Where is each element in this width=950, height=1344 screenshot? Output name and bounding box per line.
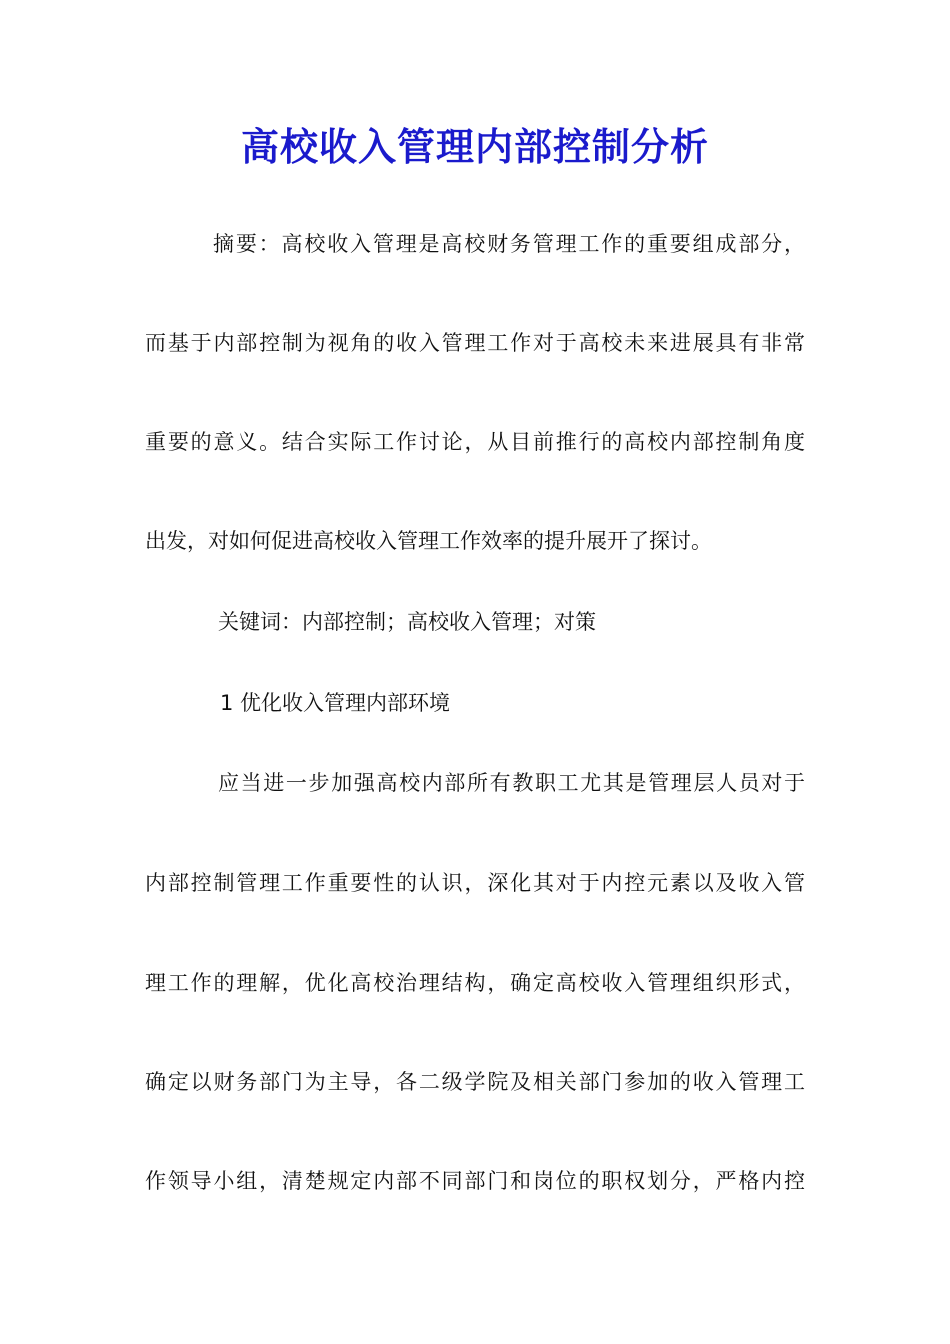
body-line-1: 应当进一步加强高校内部所有教职工尤其是管理层人员对于 [218, 771, 805, 795]
abstract-line-1: 摘要：高校收入管理是高校财务管理工作的重要组成部分， [213, 232, 805, 256]
abstract-line-4: 出发，对如何促进高校收入管理工作效率的提升展开了探讨。 [145, 529, 712, 553]
keywords: 关键词：内部控制；高校收入管理；对策 [218, 610, 596, 634]
body-line-3: 理工作的理解，优化高校治理结构，确定高校收入管理组织形式， [145, 971, 805, 995]
body-line-5: 作领导小组，清楚规定内部不同部门和岗位的职权划分，严格内控 [145, 1169, 805, 1193]
section-heading: 1 优化收入管理内部环境 [220, 691, 451, 715]
body-line-2: 内部控制管理工作重要性的认识，深化其对于内控元素以及收入管 [145, 871, 805, 895]
abstract-line-3: 重要的意义。结合实际工作讨论，从目前推行的高校内部控制角度 [145, 430, 805, 454]
document-title: 高校收入管理内部控制分析 [240, 124, 709, 169]
abstract-line-2: 而基于内部控制为视角的收入管理工作对于高校未来进展具有非常 [145, 331, 805, 355]
body-line-4: 确定以财务部门为主导，各二级学院及相关部门参加的收入管理工 [145, 1070, 805, 1094]
